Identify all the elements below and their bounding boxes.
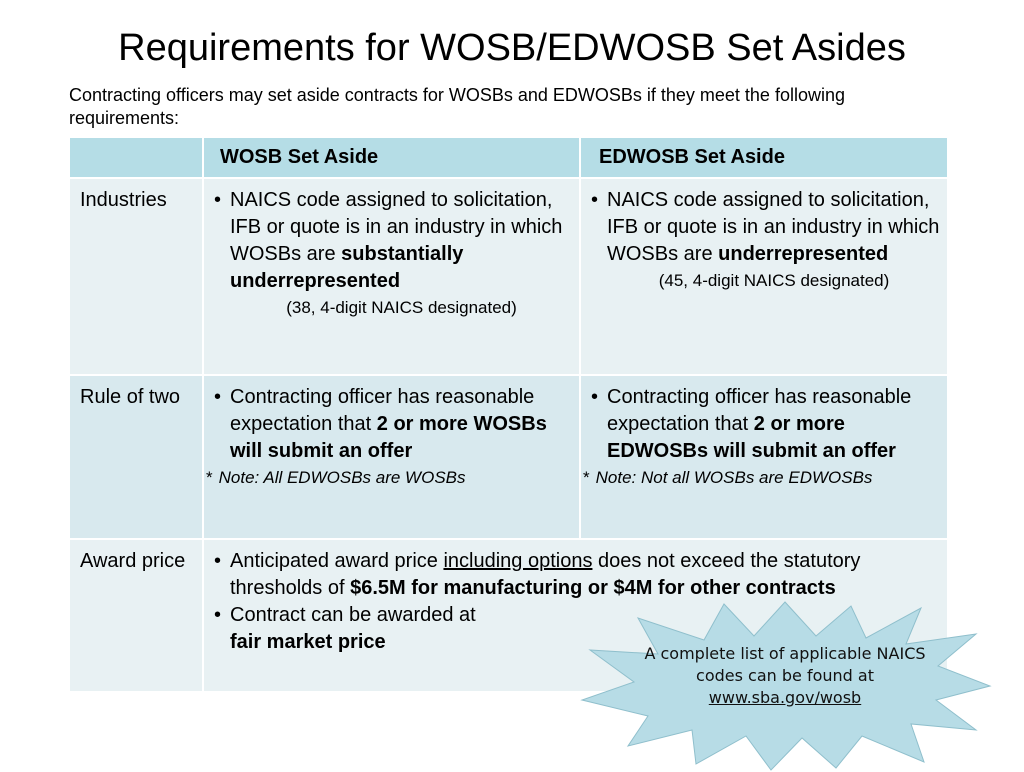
table-row [69,178,948,375]
header-empty-cell [69,137,203,178]
table-header-row [69,137,948,178]
edwosb-note: * Note: Not all WOSBs are EDWOSBs [583,468,873,487]
edwosb-rule-cell [580,375,948,539]
intro-text: Contracting officers may set aside contracts for WOSBs and EDWOSBs if they meet the following requirements: [69,85,845,128]
naics-count-note: (38, 4-digit NAICS designated) [286,298,517,317]
wosb-note: * Note: All EDWOSBs are WOSBs [206,468,466,487]
callout-text: A complete list of applicable NAICS codes can be found at www.sba.gov/wosb [644,644,926,707]
list-item: • Contract can be awarded at fair market price [214,602,485,656]
table-row [69,375,948,539]
row-label: Industries [69,178,203,375]
wosb-rule-cell [203,375,580,539]
list-item: • Anticipated award price including options does not exceed the statutory thresholds of $6.5M for manufacturing or $4M for other contracts [214,548,917,602]
naics-callout [576,596,994,772]
naics-count-note: (45, 4-digit NAICS designated) [658,271,890,290]
edwosb-industries-cell [580,178,948,375]
list-item: • Contracting officer has reasonable expectation that 2 or more WOSBs will submit an offer [214,384,573,465]
list-item: • Contracting officer has reasonable expectation that 2 or more EDWOSBs will submit an offer [591,384,941,465]
row-label: Rule of two [69,375,203,539]
slide-title: Requirements for WOSB/EDWOSB Set Asides [118,27,906,69]
wosb-industries-cell [203,178,580,375]
header-edwosb: EDWOSB Set Aside [580,137,948,178]
sba-link[interactable]: www.sba.gov/wosb [708,688,862,707]
header-wosb: WOSB Set Aside [203,137,580,178]
list-item: • NAICS code assigned to solicitation, IFB or quote is in an industry in which WOSBs are underrepresented (45, 4-digit NAICS designated) [591,187,941,293]
row-label: Award price [69,539,203,692]
list-item: • NAICS code assigned to solicitation, IFB or quote is in an industry in which WOSBs are substantially underrepresented (38, 4-digit NAICS designated) [214,187,573,320]
